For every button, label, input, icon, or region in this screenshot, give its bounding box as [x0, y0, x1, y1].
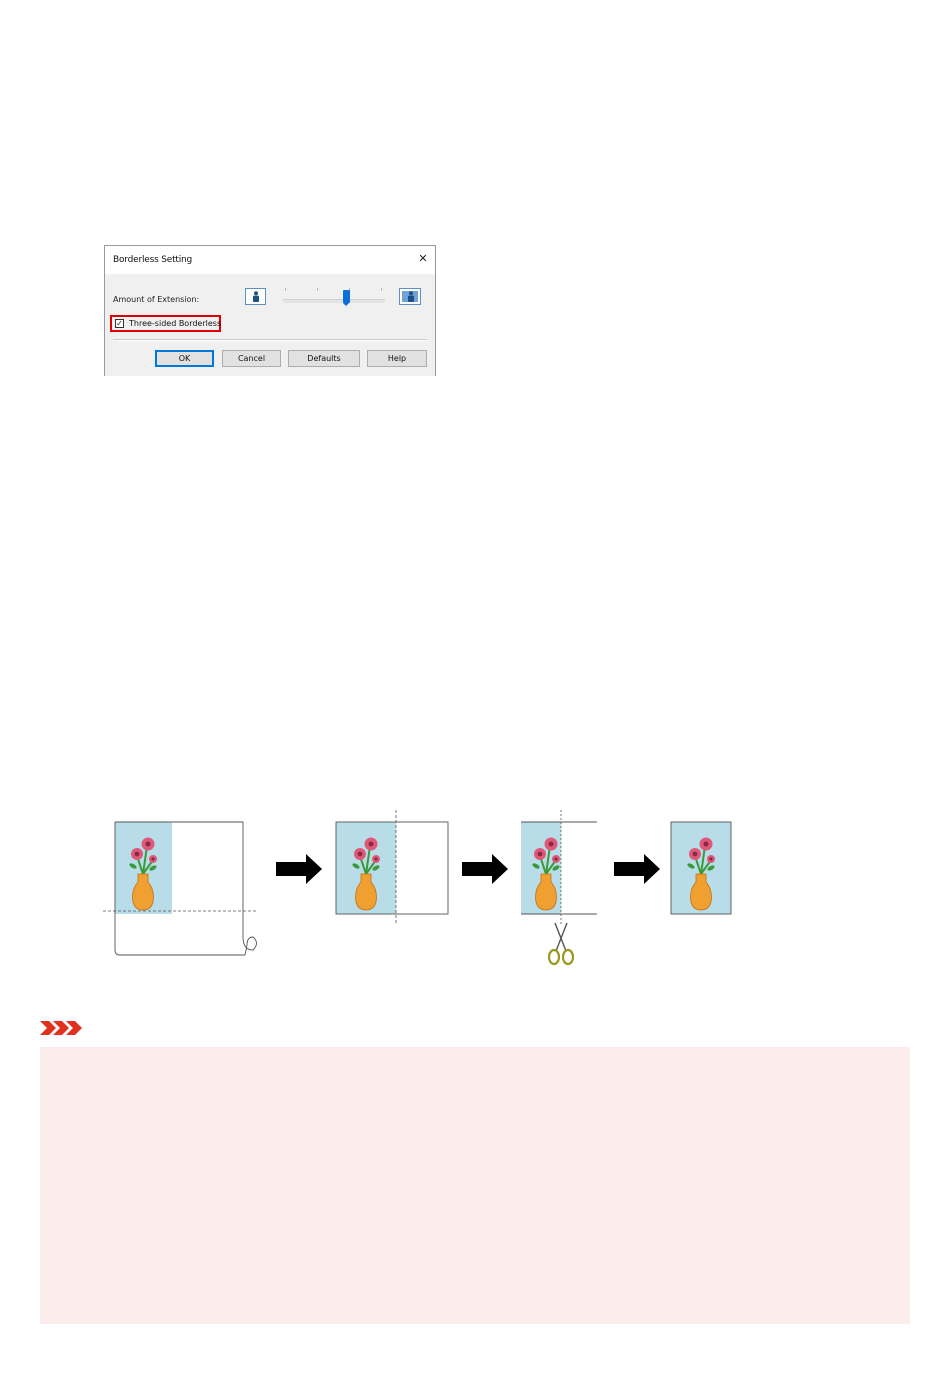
defaults-button[interactable]: Defaults [288, 350, 360, 367]
small-extension-icon [245, 288, 266, 305]
three-sided-borderless-label[interactable]: Three-sided Borderless [129, 319, 222, 328]
help-button[interactable]: Help [367, 350, 427, 367]
extension-label: Amount of Extension: [113, 295, 200, 304]
slider-tick [381, 288, 382, 291]
cancel-button[interactable]: Cancel [222, 350, 281, 367]
dialog-separator [113, 339, 427, 341]
arrow-icon [614, 854, 660, 884]
step-finished-print [671, 822, 731, 914]
borderless-process-diagram [100, 805, 760, 975]
dialog-body [105, 274, 435, 376]
arrow-icon [462, 854, 508, 884]
large-extension-icon [399, 288, 421, 305]
important-note-box [40, 1047, 910, 1324]
dialog-title: Borderless Setting [113, 255, 193, 265]
person-icon [407, 291, 415, 302]
arrow-icon [276, 854, 322, 884]
ok-button[interactable]: OK [155, 350, 214, 367]
slider-tick [285, 288, 286, 291]
important-chevrons-icon [40, 1021, 84, 1035]
three-sided-borderless-highlight [110, 315, 221, 332]
dialog-titlebar [105, 246, 435, 274]
three-sided-borderless-checkbox[interactable]: ✓ [116, 319, 123, 328]
person-icon [252, 291, 260, 302]
slider-tick [317, 288, 318, 291]
scissors-icon [549, 923, 573, 964]
extension-slider-thumb[interactable] [343, 290, 350, 303]
step-cut-right-edge [336, 810, 448, 925]
close-icon[interactable]: ✕ [418, 252, 428, 265]
extension-slider-track[interactable] [283, 299, 385, 303]
step-trim-with-scissors [521, 810, 597, 964]
borderless-setting-dialog [104, 245, 436, 376]
step-print-on-roll [103, 822, 258, 955]
